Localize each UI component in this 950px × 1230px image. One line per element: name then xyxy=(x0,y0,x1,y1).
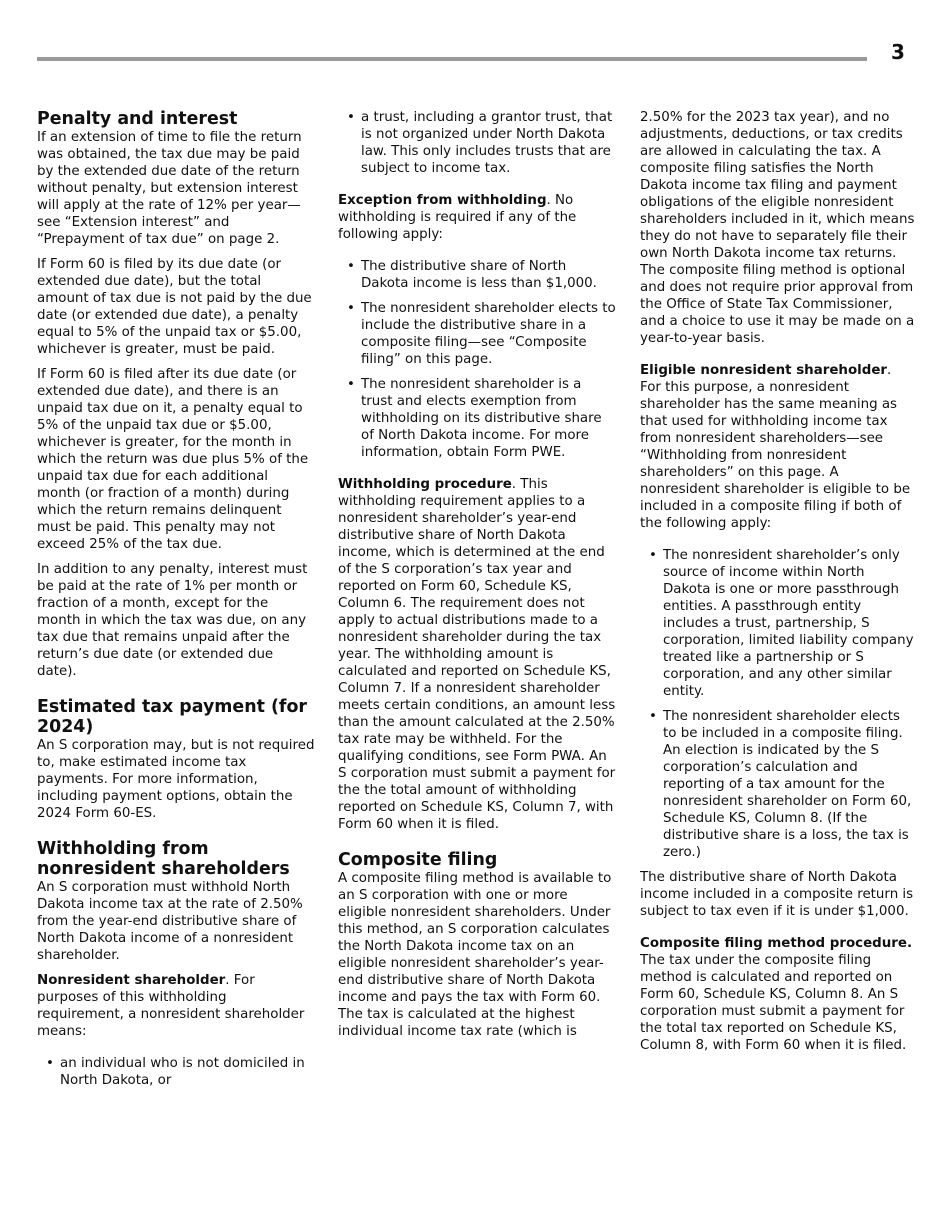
heading-estimated-tax-payment: Estimated tax payment (for 2024) xyxy=(37,697,307,737)
list-item: • The distributive share of North Dakota income is less than $1,000. xyxy=(338,258,616,292)
paragraph-composite-filing-method-procedure xyxy=(640,935,916,1054)
list-item: • The nonresident shareholder is a trust and elects exemption from withholding on its distributive share of North Dakota income. For more information, obtain Form PWE. xyxy=(338,376,616,461)
term-text: The tax under the composite filing method is calculated and reported on Form 60, Schedule KS, Column 8. An S corporation must submit a payment for the total tax reported on Schedule KS, Column 8, with Form 60 when it is filed. xyxy=(640,953,907,1053)
paragraph: In addition to any penalty, interest must be paid at the rate of 1% per month or fraction of a month, except for the month in which the tax was due, on any tax due that remains unpaid after the return’s due date (or extended due date). xyxy=(37,562,308,679)
paragraph: An S corporation must withhold North Dakota income tax at the rate of 2.50% from the year-end distributive share of North Dakota income of a nonresident shareholder. xyxy=(37,880,303,963)
paragraph: If Form 60 is filed after its due date (or extended due date), and there is an unpaid tax due on it, a penalty equal to 5% of the unpaid tax due or $5.00, whichever is greater, for the month in which the return was due plus 5% of the unpaid tax due for each additional month (or fraction of a month) during which the return remains delinquent must be paid. This penalty may not exceed 25% of the tax due. xyxy=(37,367,309,552)
list-item: • The nonresident shareholder elects to include the distributive share in a composite filing—see “Composite filing” on this page. xyxy=(338,300,616,368)
list-item: • a trust, including a grantor trust, that is not organized under North Dakota law. This only includes trusts that are subject to income tax. xyxy=(338,109,616,177)
heading-penalty-and-interest: Penalty and interest xyxy=(37,109,238,129)
bullet-list xyxy=(338,258,616,461)
term-text: . No withholding is required if any of the following apply: xyxy=(338,193,577,242)
term-text: . For this purpose, a nonresident shareholder has the same meaning as that used for withholding income tax from nonresident shareholders—see “Withholding from nonresident shareholders” on this page. A nonresident shareholder is eligible to be included in a composite filing if both of the following apply: xyxy=(640,363,911,531)
page-number: 3 xyxy=(891,40,905,64)
paragraph-withholding-procedure xyxy=(338,476,616,833)
term-label: Withholding procedure xyxy=(338,477,512,492)
paragraph: A composite filing method is available to an S corporation with one or more eligible nonresident shareholders. Under this method, an S corporation calculates the North Dakota income tax on an eligible nonresident shareholder’s year-end distributive share of North Dakota income and pays the tax with Form 60. The tax is calculated at the highest individual income tax rate (which is xyxy=(338,871,612,1039)
heading-composite-filing: Composite filing xyxy=(338,850,498,870)
bullet-list xyxy=(640,547,916,861)
term-text: . This withholding requirement applies to a nonresident shareholder’s year-end distributive share of North Dakota income, which is determined at the end of the S corporation’s tax year and reported on Form 60, Schedule KS, Column 6. The requirement does not apply to actual distributions made to a nonresident shareholder during the tax year. The withholding amount is calculated and reported on Schedule KS, Column 7. If a nonresident shareholder meets certain conditions, an amount less than the amount calculated at the 2.50% tax rate may be withheld. For the qualifying conditions, see Form PWA. An S corporation must submit a payment for the the total amount of withholding reported on Schedule KS, Column 7, with Form 60 when it is filed. xyxy=(338,477,616,832)
bullet-list xyxy=(338,109,616,177)
paragraph: The distributive share of North Dakota income included in a composite return is subject to tax even if it is under $1,000. xyxy=(640,870,914,919)
bullet-list xyxy=(37,1055,315,1089)
list-item: • an individual who is not domiciled in North Dakota, or xyxy=(37,1055,315,1089)
column-2 xyxy=(338,109,616,1048)
header-rule xyxy=(37,57,867,61)
term-label: Nonresident shareholder xyxy=(37,973,226,988)
list-item: • The nonresident shareholder elects to be included in a composite filing. An election is indicated by the S corporation’s calculation and reporting of a tax amount for the nonresident shareholder on Form 60, Schedule KS, Column 8. (If the distributive share is a loss, the tax is zero.) xyxy=(640,708,916,861)
paragraph: If an extension of time to file the return was obtained, the tax due may be paid by the extended due date of the return without penalty, but extension interest will apply at the rate of 12% per year—see “Extension interest” and “Prepayment of tax due” on page 2. xyxy=(37,130,302,247)
paragraph: If Form 60 is filed by its due date (or extended due date), but the total amount of tax due is not paid by the due date (or extended due date), a penalty equal to 5% of the unpaid tax or $5.00, whichever is greater, must be paid. xyxy=(37,257,312,357)
column-3 xyxy=(640,109,916,1062)
term-text: . For purposes of this withholding requirement, a nonresident shareholder means: xyxy=(37,973,305,1039)
term-label: Eligible nonresident shareholder xyxy=(640,363,888,378)
column-1 xyxy=(37,109,315,1097)
list-item: • The nonresident shareholder’s only source of income within North Dakota is one or more passthrough entities. A passthrough entity includes a trust, partnership, S corporation, limited liability company treated like a partnership or S corporation, and any other similar entity. xyxy=(640,547,916,700)
paragraph: 2.50% for the 2023 tax year), and no adjustments, deductions, or tax credits are allowed in calculating the tax. A composite filing satisfies the North Dakota income tax filing and payment obligations of the eligible nonresident shareholders included in it, which means they do not have to separately file their own North Dakota income tax returns. The composite filing method is optional and does not require prior approval from the Office of State Tax Commissioner, and a choice to use it may be made on a year-to-year basis. xyxy=(640,110,915,346)
paragraph-exception-from-withholding xyxy=(338,192,616,243)
term-label: Exception from withholding xyxy=(338,193,547,208)
paragraph-nonresident-shareholder xyxy=(37,972,315,1040)
term-label: Composite filing method procedure. xyxy=(640,936,913,951)
paragraph-eligible-nonresident-shareholder xyxy=(640,362,916,532)
heading-withholding-from-nonresident-shareholders: Withholding from nonresident shareholders xyxy=(37,839,290,879)
paragraph: An S corporation may, but is not required to, make estimated income tax payments. For more information, including payment options, obtain the 2024 Form 60-ES. xyxy=(37,738,315,821)
